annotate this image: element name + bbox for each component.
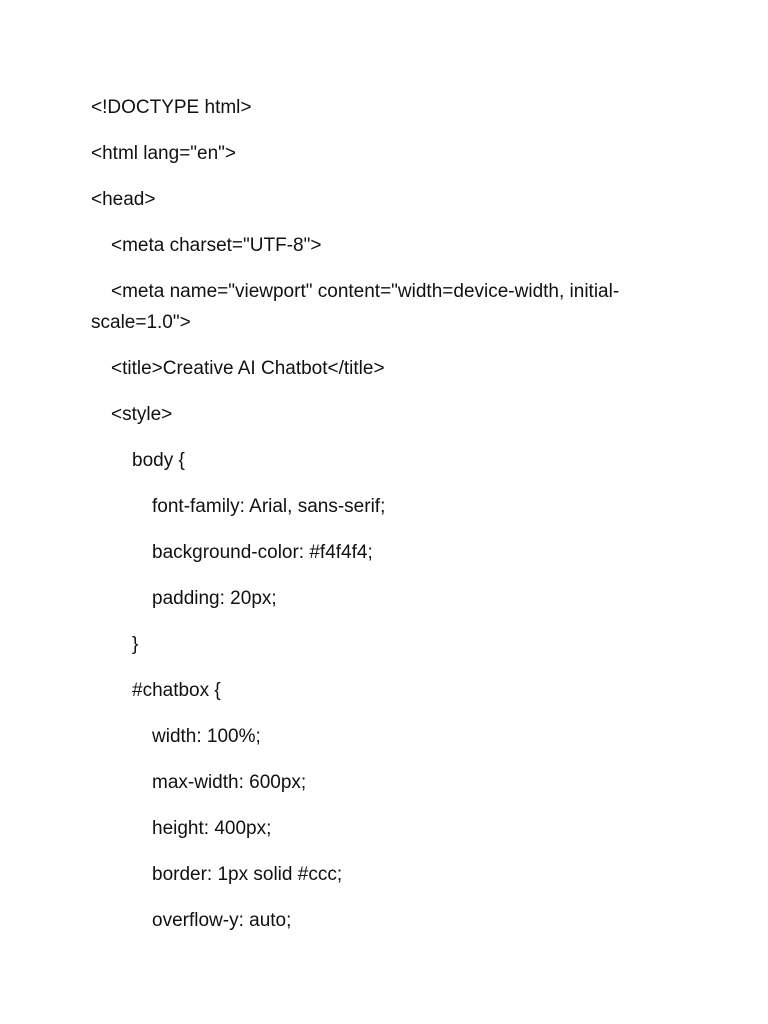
meta-charset-line: <meta charset="UTF-8"> (111, 235, 322, 256)
title-line: <title>Creative AI Chatbot</title> (111, 358, 385, 379)
max-width-line: max-width: 600px; (152, 772, 307, 793)
height-line: height: 400px; (152, 818, 272, 839)
code-text-block (91, 92, 691, 951)
meta-viewport-line: <meta name="viewport" content="width=device-width, initial-scale=1.0"> (91, 281, 620, 333)
head-open-line: <head> (91, 189, 156, 210)
chatbox-selector-line: #chatbox { (132, 680, 221, 701)
html-open-line: <html lang="en"> (91, 143, 237, 164)
font-family-line: font-family: Arial, sans-serif; (152, 496, 386, 517)
padding-line: padding: 20px; (152, 588, 277, 609)
overflow-y-line: overflow-y: auto; (152, 910, 292, 931)
body-close-line: } (132, 634, 139, 655)
style-open-line: <style> (111, 404, 173, 425)
width-line: width: 100%; (152, 726, 261, 747)
border-line: border: 1px solid #ccc; (152, 864, 343, 885)
background-color-line: background-color: #f4f4f4; (152, 542, 373, 563)
body-selector-line: body { (132, 450, 185, 471)
doctype-line: <!DOCTYPE html> (91, 97, 252, 118)
